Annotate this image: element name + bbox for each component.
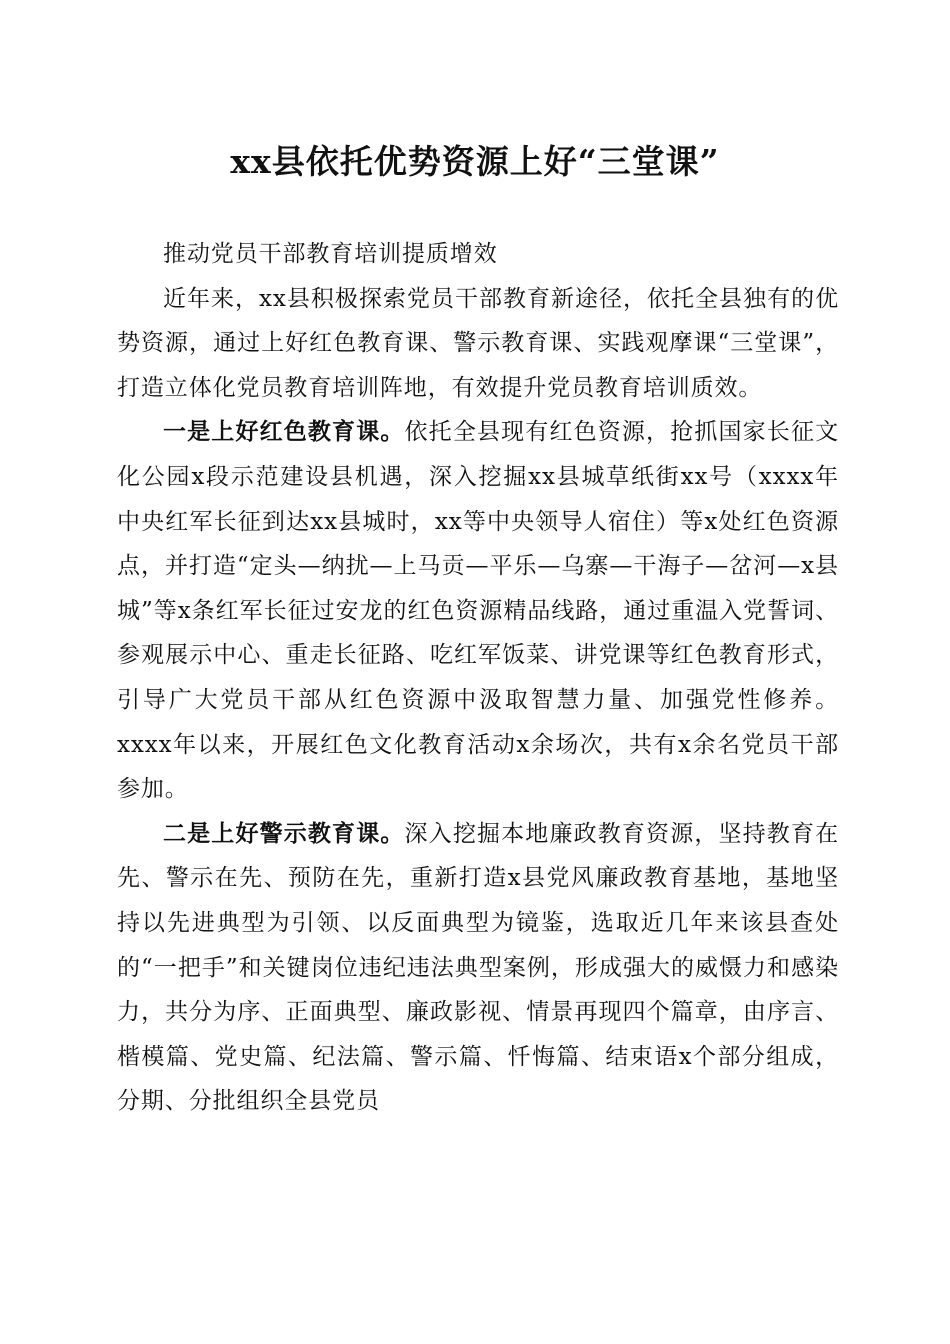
section-text: 深入挖掘本地廉政教育资源，坚持教育在先、警示在先、预防在先，重新打造x县党风廉政教育基地，基地坚持以先进典型为引领、以反面典型为镜鉴，选取近几年来该县查处的“一把手”和关键岗位违纪违法典型案例，形成强大的威慑力和感染力，共分为序、正面典型、廉政影视、情景再现四个篇章，由序言、楷模篇、党史篇、纪法篇、警示篇、忏悔篇、结束语x个部分组成，分期、分批组织全县党员 xyxy=(117,820,840,1115)
intro-paragraph: 近年来，xx县积极探索党员干部教育新途径，依托全县独有的优势资源，通过上好红色教育课、警示教育课、实践观摩课“三堂课”，打造立体化党员教育培训阵地，有效提升党员教育培训质效。 xyxy=(117,285,839,401)
section-paragraph-red-education xyxy=(117,410,839,811)
document-body xyxy=(117,232,839,1124)
section-paragraph-warning-education xyxy=(117,812,839,1124)
section-text: 依托全县现有红色资源，抢抓国家长征文化公园x段示范建设县机遇，深入挖掘xx县城草纸街xx号（xxxx年中央红军长征到达xx县城时，xx等中央领导人宿住）等x处红色资源点，并打造“定头—纳扰—上马贡—平乐—乌寨—干海子—岔河—x县城”等x条红军长征过安龙的红色资源精品线路，通过重温入党誓词、参观展示中心、重走长征路、吃红军饭菜、讲党课等红色教育形式，引导广大党员干部从红色资源中汲取智慧力量、加强党性修养。xxxx年以来，开展红色文化教育活动x余场次，共有x余名党员干部参加。 xyxy=(117,419,840,803)
section-lead: 二是上好警示教育课。 xyxy=(163,819,405,847)
document-title: xx县依托优势资源上好“三堂课” xyxy=(230,142,720,181)
subtitle-paragraph: 推动党员干部教育培训提质增效 xyxy=(163,241,498,267)
section-lead: 一是上好红色教育课。 xyxy=(163,418,405,446)
